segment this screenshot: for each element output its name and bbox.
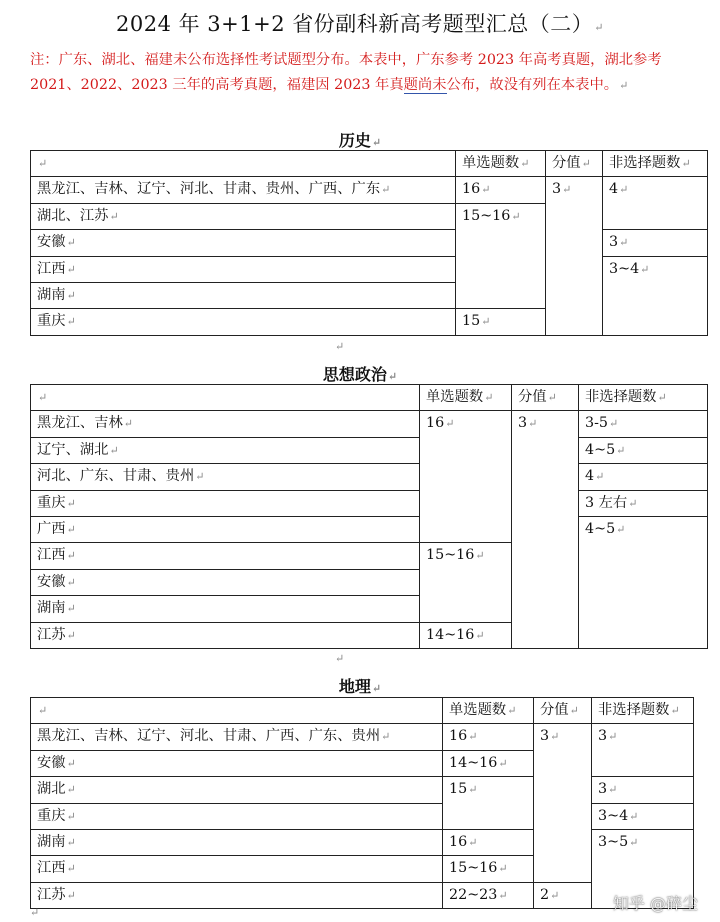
region-cell: 安徽↵ xyxy=(31,750,443,776)
region-cell: 湖南↵ xyxy=(31,282,456,308)
region-cell: 江西↵ xyxy=(31,256,456,282)
table-row xyxy=(31,437,708,463)
nonchoice-cell: 3-5↵ xyxy=(579,411,708,437)
header-score: 分值↵ xyxy=(512,385,579,411)
region-cell: 黑龙江、吉林、辽宁、河北、甘肃、广西、广东、贵州↵ xyxy=(31,724,443,750)
score-cell: 3↵ xyxy=(512,411,579,649)
nonchoice-cell: 3 左右↵ xyxy=(579,490,708,516)
score-cell: 3↵ xyxy=(534,724,592,882)
table-row xyxy=(31,777,694,803)
region-cell: 湖北↵ xyxy=(31,777,443,803)
region-cell: 江苏↵ xyxy=(31,882,443,908)
table-row xyxy=(31,724,694,750)
score-cell: 3↵ xyxy=(546,177,603,335)
region-cell: 湖北、江苏↵ xyxy=(31,203,456,229)
header-blank: ↵ xyxy=(31,151,456,177)
nonchoice-cell: 3~5↵ xyxy=(592,829,694,908)
table-header-row xyxy=(31,151,708,177)
region-cell: 河北、广东、甘肃、贵州↵ xyxy=(31,464,420,490)
region-cell: 江西↵ xyxy=(31,856,443,882)
spellcheck-underline: 题尚未 xyxy=(403,76,447,93)
table-row xyxy=(31,516,708,542)
single-cell: 16↵ xyxy=(456,177,546,203)
region-cell: 广西↵ xyxy=(31,516,420,542)
single-cell: 22~23↵ xyxy=(443,882,534,908)
region-cell: 安徽↵ xyxy=(31,230,456,256)
header-blank: ↵ xyxy=(31,385,420,411)
nonchoice-cell: 3↵ xyxy=(592,724,694,777)
nonchoice-cell: 3↵ xyxy=(603,230,708,256)
table-row xyxy=(31,829,694,855)
region-cell: 江苏↵ xyxy=(31,622,420,648)
region-cell: 江西↵ xyxy=(31,543,420,569)
score-cell: 2↵ xyxy=(534,882,592,908)
header-score: 分值↵ xyxy=(546,151,603,177)
table-row xyxy=(31,490,708,516)
history-section-title: 历史↵ xyxy=(338,131,382,150)
header-nonchoice: 非选择题数↵ xyxy=(603,151,708,177)
region-cell: 重庆↵ xyxy=(31,803,443,829)
nonchoice-cell: 3↵ xyxy=(592,777,694,803)
region-cell: 黑龙江、吉林↵ xyxy=(31,411,420,437)
region-cell: 安徽↵ xyxy=(31,569,420,595)
nonchoice-cell: 4↵ xyxy=(603,177,708,230)
geography-table xyxy=(30,697,694,909)
paragraph-mark: ↵ xyxy=(335,340,345,353)
nonchoice-cell: 3~4↵ xyxy=(592,803,694,829)
region-cell: 重庆↵ xyxy=(31,309,456,335)
paragraph-mark: ↵ xyxy=(335,652,345,665)
nonchoice-cell: 3~4↵ xyxy=(603,256,708,335)
single-cell: 14~16↵ xyxy=(443,750,534,776)
header-single: 单选题数↵ xyxy=(420,385,512,411)
table-row xyxy=(31,803,694,829)
politics-section-title: 思想政治↵ xyxy=(322,365,398,384)
single-cell: 15↵ xyxy=(456,309,546,335)
paragraph-mark: ↵ xyxy=(30,906,40,919)
single-cell: 16↵ xyxy=(420,411,512,543)
header-blank: ↵ xyxy=(31,698,443,724)
table-row xyxy=(31,256,708,282)
header-nonchoice: 非选择题数↵ xyxy=(592,698,694,724)
region-cell: 重庆↵ xyxy=(31,490,420,516)
header-single: 单选题数↵ xyxy=(456,151,546,177)
single-cell: 15~16↵ xyxy=(420,543,512,622)
table-row xyxy=(31,464,708,490)
table-row xyxy=(31,230,708,256)
nonchoice-cell: 4↵ xyxy=(579,464,708,490)
table-row xyxy=(31,411,708,437)
table-header-row xyxy=(31,385,708,411)
nonchoice-cell: 4~5↵ xyxy=(579,516,708,648)
region-cell: 湖南↵ xyxy=(31,596,420,622)
region-cell: 辽宁、湖北↵ xyxy=(31,437,420,463)
watermark: 知乎 @碎尘 xyxy=(612,894,698,913)
single-cell: 16↵ xyxy=(443,724,534,750)
history-table xyxy=(30,150,708,336)
geography-section-title: 地理↵ xyxy=(338,677,382,696)
table-row xyxy=(31,177,708,203)
region-cell: 湖南↵ xyxy=(31,829,443,855)
single-cell: 16↵ xyxy=(443,829,534,855)
single-cell: 15~16↵ xyxy=(456,203,546,309)
single-cell: 15~16↵ xyxy=(443,856,534,882)
nonchoice-cell: 4~5↵ xyxy=(579,437,708,463)
header-single: 单选题数↵ xyxy=(443,698,534,724)
note-paragraph: 注：广东、湖北、福建未公布选择性考试题型分布。本表中，广东参考 2023 年高考真题，湖北参考 2021、2022、2023 三年的高考真题，福建因 2023 年真题尚未公布，故没有列在本表中。↵ xyxy=(30,52,662,93)
single-cell: 15↵ xyxy=(443,777,534,830)
table-header-row xyxy=(31,698,694,724)
page-title: 2024 年 3+1+2 省份副科新高考题型汇总（二）↵ xyxy=(116,12,604,36)
region-cell: 黑龙江、吉林、辽宁、河北、甘肃、贵州、广西、广东↵ xyxy=(31,177,456,203)
politics-table xyxy=(30,384,708,649)
single-cell: 14~16↵ xyxy=(420,622,512,648)
header-score: 分值↵ xyxy=(534,698,592,724)
header-nonchoice: 非选择题数↵ xyxy=(579,385,708,411)
